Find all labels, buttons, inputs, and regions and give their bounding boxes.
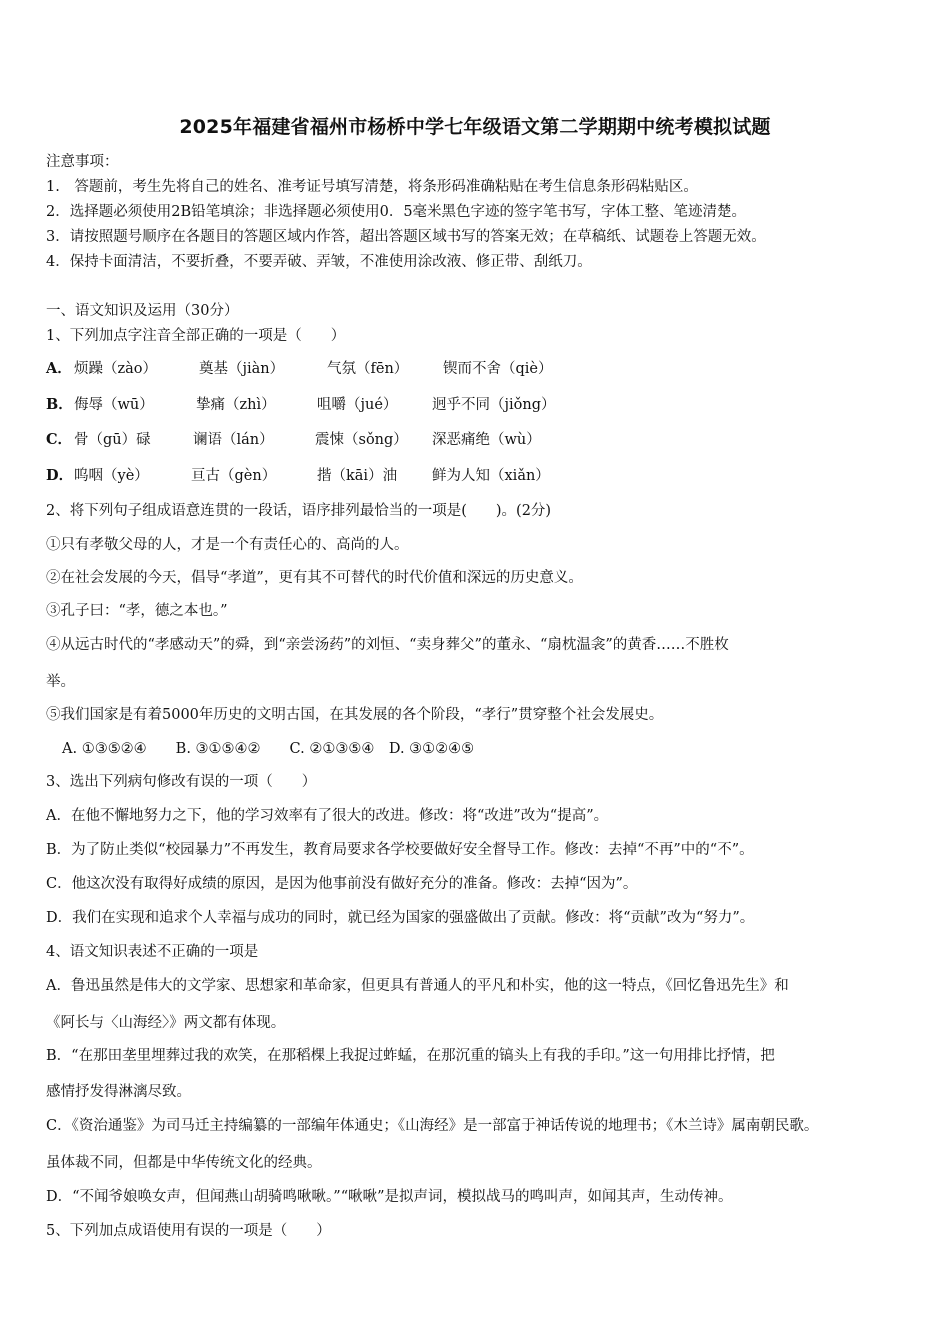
q1-a-item: 气氛（fēn） [327, 361, 409, 377]
q1-c-item: 骨（gū）碌 [74, 432, 151, 448]
q4-option-d: D．“不闻爷娘唤女声，但闻燕山胡骑鸣啾啾。”“啾啾”是拟声词，模拟战马的鸣叫声，如闻其声，生动传神。 [46, 1189, 733, 1205]
q1-d-item: 鲜为人知（xiǎn） [432, 468, 550, 484]
q2-sentence-4-cont: 举。 [46, 674, 75, 690]
q2-stem: 2、将下列句子组成语意连贯的一段话，语序排列最恰当的一项是( )。(2分) [46, 503, 552, 519]
q1-stem: 1、下列加点字注音全部正确的一项是（ ） [46, 328, 346, 344]
q1-d-item: 揩（kāi）油 [317, 468, 398, 484]
option-label: B． [46, 396, 73, 413]
q3-option-b: B．为了防止类似“校园暴力”不再发生，教育局要求各学校要做好安全督导工作。修改：去掉“不再”中的“不”。 [46, 842, 754, 858]
q4-option-a-cont: 《阿长与〈山海经〉》两文都有体现。 [46, 1015, 286, 1031]
notice-item-2: 2．选择题必须使用2B铅笔填涂；非选择题必须使用0．5毫米黑色字迹的签字笔书写，字体工整、笔迹清楚。 [46, 204, 747, 220]
q4-option-b: B．“在那田垄里埋葬过我的欢笑，在那稻棵上我捉过蚱蜢，在那沉重的镐头上有我的手印。”这一句用排比抒情，把 [46, 1048, 775, 1064]
q3-option-d: D．我们在实现和追求个人幸福与成功的同时，就已经为国家的强盛做出了贡献。修改：将“贡献”改为“努力”。 [46, 910, 755, 926]
q5-stem: 5、下列加点成语使用有误的一项是（ ） [46, 1223, 331, 1239]
option-label: A． [46, 360, 72, 377]
q1-d-item: 亘古（gèn） [191, 468, 277, 484]
q1-a-item: 烦躁（zào） [74, 361, 158, 377]
q4-option-c-cont: 虽体裁不同，但都是中华传统文化的经典。 [46, 1155, 322, 1171]
q1-b-item: 迥乎不同（jiǒng） [432, 397, 556, 413]
option-label: C． [46, 431, 73, 448]
q2-sentence-1: ①只有孝敬父母的人，才是一个有责任心的、高尚的人。 [46, 537, 409, 553]
q3-option-c: C．他这次没有取得好成绩的原因，是因为他事前没有做好充分的准备。修改：去掉“因为”。 [46, 876, 638, 892]
q2-options: A. ①③⑤②④ B. ③①⑤④② C. ②①③⑤④ D. ③①②④⑤ [62, 741, 475, 757]
q1-b-item: 侮辱（wū） [74, 397, 154, 413]
notice-item-1: 1. 答题前，考生先将自己的姓名、准考证号填写清楚，将条形码准确粘贴在考生信息条形码粘贴区。 [46, 179, 698, 195]
q4-option-b-cont: 感情抒发得淋漓尽致。 [46, 1084, 191, 1100]
q1-b-item: 咀嚼（jué） [317, 397, 398, 413]
q2-sentence-4: ④从远古时代的“孝感动天”的舜，到“亲尝汤药”的刘恒、“卖身葬父”的董永、“扇枕温衾”的黄香……不胜枚 [46, 637, 729, 653]
q1-c-item: 震悚（sǒng） [315, 432, 408, 448]
q1-option-a [46, 359, 78, 379]
q3-option-a: A．在他不懈地努力之下，他的学习效率有了很大的改进。修改：将“改进”改为“提高”。 [46, 808, 609, 824]
q1-a-item: 锲而不舍（qiè） [443, 361, 553, 377]
notice-item-4: 4．保持卡面清洁，不要折叠，不要弄破、弄皱，不准使用涂改液、修正带、刮纸刀。 [46, 254, 592, 270]
q1-d-item: 呜咽（yè） [74, 468, 149, 484]
q1-c-item: 深恶痛绝（wù） [432, 432, 541, 448]
q4-stem: 4、语文知识表述不正确的一项是 [46, 944, 259, 960]
q1-b-item: 挚痛（zhì） [196, 397, 276, 413]
option-label: D． [46, 467, 74, 484]
q1-a-item: 奠基（jiàn） [199, 361, 285, 377]
q3-stem: 3、选出下列病句修改有误的一项（ ） [46, 774, 317, 790]
notice-heading: 注意事项： [46, 154, 119, 170]
exam-title: 2025年福建省福州市杨桥中学七年级语文第二学期期中统考模拟试题 [179, 116, 771, 138]
notice-item-3: 3．请按照题号顺序在各题目的答题区域内作答，超出答题区域书写的答案无效；在草稿纸、试题卷上答题无效。 [46, 229, 766, 245]
q4-option-a: A．鲁迅虽然是伟大的文学家、思想家和革命家，但更具有普通人的平凡和朴实，他的这一特点，《回忆鲁迅先生》和 [46, 978, 789, 994]
q4-option-c: C．《资治通鉴》为司马迁主持编纂的一部编年体通史；《山海经》是一部富于神话传说的地理书；《木兰诗》属南朝民歌。 [46, 1118, 819, 1134]
section-heading: 一、语文知识及运用（30分） [46, 303, 239, 319]
q2-sentence-5: ⑤我们国家是有着5000年历史的文明古国，在其发展的各个阶段，“孝行”贯穿整个社会发展史。 [46, 707, 664, 723]
q1-c-item: 谰语（lán） [193, 432, 274, 448]
q2-sentence-2: ②在社会发展的今天，倡导“孝道”，更有其不可替代的时代价值和深远的历史意义。 [46, 570, 583, 586]
q2-sentence-3: ③孔子曰：“孝，德之本也。” [46, 603, 228, 619]
